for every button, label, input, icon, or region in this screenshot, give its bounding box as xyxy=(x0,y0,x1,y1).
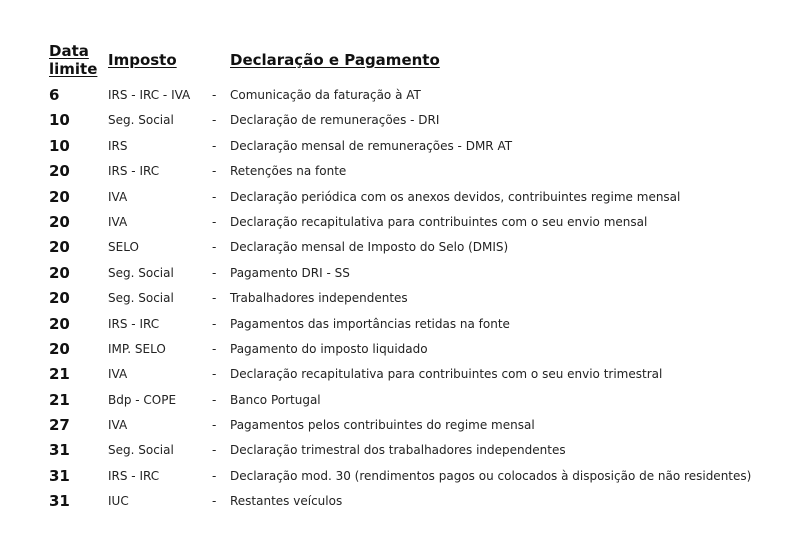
deadline-day: 20 xyxy=(49,289,70,308)
tax-type: IRS - IRC - IVA xyxy=(108,88,191,102)
table-row xyxy=(0,262,800,287)
tax-type: IUC xyxy=(108,494,129,509)
separator: - xyxy=(212,164,217,179)
obligation-description: Comunicação da faturação à AT xyxy=(230,88,421,102)
table-row xyxy=(0,414,800,439)
obligation-description: Declaração recapitulativa para contribuintes com o seu envio trimestral xyxy=(230,367,663,382)
header-date: Data limite xyxy=(49,42,98,78)
deadline-day: 31 xyxy=(49,441,70,460)
obligation-description: Declaração recapitulativa para contribuintes com o seu envio mensal xyxy=(230,214,648,229)
table-row xyxy=(0,135,800,160)
tax-type: Seg. Social xyxy=(108,265,174,280)
table-row xyxy=(0,363,800,388)
header-tax: Imposto xyxy=(108,51,177,69)
deadline-day: 20 xyxy=(49,187,70,206)
separator: - xyxy=(212,189,217,204)
obligation-description: Pagamentos das importâncias retidas na fonte xyxy=(230,316,510,331)
deadline-day: 20 xyxy=(49,339,70,358)
separator: - xyxy=(212,468,217,483)
obligation-description: Banco Portugal xyxy=(230,392,321,407)
tax-type: Bdp - COPE xyxy=(108,392,177,407)
table-row xyxy=(0,109,800,134)
deadline-day: 10 xyxy=(49,111,70,130)
separator: - xyxy=(212,316,217,331)
table-row xyxy=(0,439,800,464)
tax-type: IVA xyxy=(108,189,128,204)
separator: - xyxy=(212,88,217,102)
table-row xyxy=(0,211,800,236)
obligation-description: Declaração mensal de remunerações - DMR AT xyxy=(230,138,513,153)
deadline-day: 31 xyxy=(49,492,70,511)
table-row xyxy=(0,490,800,515)
separator: - xyxy=(212,392,217,407)
tax-type: Seg. Social xyxy=(108,113,174,128)
separator: - xyxy=(212,418,217,433)
separator: - xyxy=(212,494,217,509)
deadline-day: 20 xyxy=(49,238,70,257)
table-row xyxy=(0,287,800,312)
deadline-day: 20 xyxy=(49,263,70,282)
tax-type: IRS xyxy=(108,138,128,153)
table-row xyxy=(0,465,800,490)
tax-type: SELO xyxy=(108,240,139,255)
tax-type: IVA xyxy=(108,418,128,433)
separator: - xyxy=(212,265,217,280)
tax-type: Seg. Social xyxy=(108,291,174,306)
obligation-description: Trabalhadores independentes xyxy=(230,291,408,306)
separator: - xyxy=(212,240,217,255)
separator: - xyxy=(212,367,217,382)
obligation-description: Retenções na fonte xyxy=(230,164,347,179)
tax-type: Seg. Social xyxy=(108,443,174,458)
obligation-description: Pagamentos pelos contribuintes do regime mensal xyxy=(230,418,535,433)
obligation-description: Declaração de remunerações - DRI xyxy=(230,113,440,128)
tax-type: IRS - IRC xyxy=(108,316,160,331)
tax-type: IVA xyxy=(108,214,128,229)
deadline-day: 21 xyxy=(49,390,70,409)
separator: - xyxy=(212,113,217,128)
header-declaration: Declaração e Pagamento xyxy=(230,51,440,69)
table-row xyxy=(0,338,800,363)
obligation-description: Restantes veículos xyxy=(230,494,343,509)
separator: - xyxy=(212,138,217,153)
obligation-description: Pagamento DRI - SS xyxy=(230,265,350,280)
deadline-day: 6 xyxy=(49,86,60,104)
separator: - xyxy=(212,291,217,306)
separator: - xyxy=(212,214,217,229)
deadline-day: 20 xyxy=(49,314,70,333)
tax-type: IMP. SELO xyxy=(108,341,166,356)
obligation-description: Declaração mod. 30 (rendimentos pagos ou colocados à disposição de não residentes) xyxy=(230,468,752,483)
deadline-day: 21 xyxy=(49,365,70,384)
table-row xyxy=(0,186,800,211)
table-row xyxy=(0,389,800,414)
tax-type: IRS - IRC xyxy=(108,164,160,179)
obligation-description: Declaração trimestral dos trabalhadores independentes xyxy=(230,443,566,458)
deadline-day: 27 xyxy=(49,416,70,435)
tax-type: IRS - IRC xyxy=(108,468,160,483)
table-row xyxy=(0,236,800,261)
deadline-day: 31 xyxy=(49,466,70,485)
table-row xyxy=(0,313,800,338)
table-row xyxy=(0,160,800,185)
table-row xyxy=(0,84,800,109)
separator: - xyxy=(212,341,217,356)
separator: - xyxy=(212,443,217,458)
obligations-list xyxy=(0,84,800,516)
deadline-day: 20 xyxy=(49,162,70,181)
obligation-description: Declaração periódica com os anexos devidos, contribuintes regime mensal xyxy=(230,189,681,204)
deadline-day: 20 xyxy=(49,212,70,231)
obligation-description: Pagamento do imposto liquidado xyxy=(230,341,428,356)
tax-type: IVA xyxy=(108,367,128,382)
deadline-day: 10 xyxy=(49,136,70,155)
obligation-description: Declaração mensal de Imposto do Selo (DMIS) xyxy=(230,240,509,255)
